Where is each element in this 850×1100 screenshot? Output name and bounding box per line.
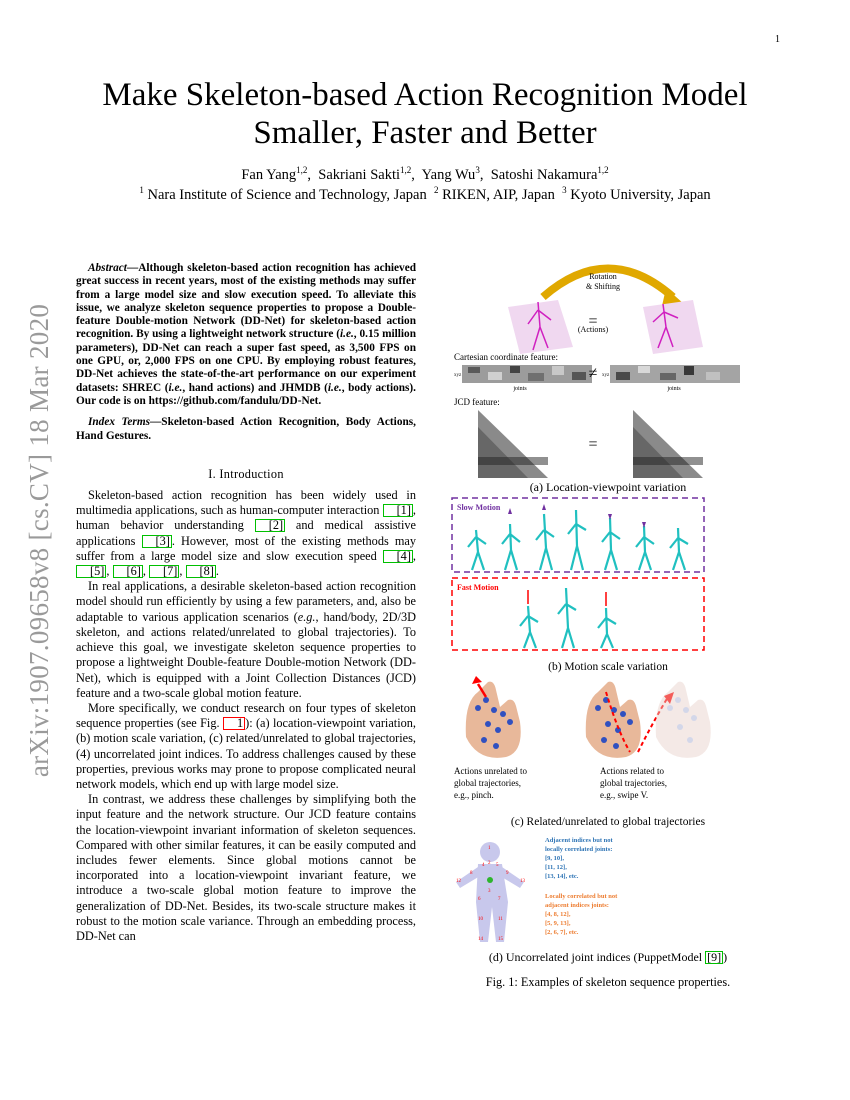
xyz-label: xyz: [454, 373, 462, 378]
figure-ref-link[interactable]: 1: [223, 717, 245, 730]
abstract-ie: i.e.: [339, 328, 354, 341]
feature-block: [552, 366, 564, 375]
joint-index: 12: [456, 879, 461, 884]
author-list: Fan Yang$^{1,2}$, Sakriani Sakti$^{1,2}$, Yang Wu$^3$, Satoshi Nakamura$^{1,2}$: [241, 165, 609, 183]
related-text: [600, 766, 667, 800]
para-end: .: [215, 564, 219, 579]
adjacent-item: [13, 14], etc.: [545, 873, 579, 880]
cartesian-label: Cartesian coordinate feature:: [454, 352, 558, 362]
caption-d-text: (d) Uncorrelated joint indices (PuppetModel: [488, 950, 706, 964]
citation-link[interactable]: [2]: [255, 519, 285, 532]
abstract: [76, 262, 416, 408]
adjacent-item: [11, 12],: [545, 864, 567, 871]
joint-index: 10: [478, 917, 483, 922]
para-text: Skeleton-based action recognition has been widely used in multimedia applications, such as human-computer interaction: [76, 488, 416, 518]
joint-index: 11: [498, 917, 503, 922]
related-line: e.g., swipe V.: [600, 790, 649, 800]
citation-link[interactable]: [7]: [149, 565, 179, 578]
related-line: Actions related to: [600, 766, 664, 776]
intro-paragraph-4: In contrast, we address these challenges by simplifying both the input feature and the network structure. Our JCD feature contains the location-viewpoint invariant information of skeleton sequences. Compared with other similar features, it can be easily computed and includes fewer elements. Since global motions cannot be incorporated into a location-viewpoint invariant feature, we introduce a two-scale global motion feature to improve the generalization of DD-Net. Besides, its two-scale structure makes it robust to the motion scale variance. Through an embedding process, DD-Net can: [76, 792, 416, 943]
puppet-model: [456, 842, 526, 942]
related-line: global trajectories,: [600, 778, 667, 788]
jcd-triangle-right: [633, 410, 703, 478]
caption-b: (b) Motion scale variation: [548, 661, 668, 673]
arxiv-stamp: [20, 300, 60, 780]
affil-sup: 2: [433, 185, 439, 195]
joint-index: 3: [488, 889, 491, 894]
para-text: More specifically, we conduct research on four types of skeleton sequence properties (see Fig.: [76, 700, 416, 731]
feature-block: [660, 373, 676, 380]
abstract-ie: i.e.: [327, 381, 342, 394]
caption-c: (c) Related/unrelated to global trajectories: [510, 816, 706, 828]
fast-motion-skeletons: [520, 588, 616, 648]
joints-label: joints: [513, 386, 527, 392]
intro-paragraph-1: [76, 488, 416, 579]
abstract-text: , hand actions) and JHMDB (: [182, 381, 328, 394]
rotation-label-2: & Shifting: [585, 282, 621, 291]
para-text: In real applications, a desirable skeleton-based action recognition model should run efficiently by using a few parameters, and, also be adaptable to various application scenarios (: [76, 579, 416, 624]
adjacent-indices-text: [545, 837, 614, 880]
feature-block: [572, 372, 586, 380]
intro-paragraph-3: [76, 701, 416, 792]
title-line-2: Smaller, Faster and Better: [253, 115, 597, 151]
local-item: [5, 9, 13],: [545, 920, 571, 927]
caption-d: [448, 950, 768, 965]
joints-label: joints: [667, 386, 681, 392]
arxiv-stamp-text: arXiv:1907.09658v8 [cs.CV] 18 Mar 2020: [24, 303, 55, 777]
para-sep: ,: [179, 564, 186, 579]
rotation-label-1: Rotation: [589, 272, 617, 281]
feature-block: [488, 372, 502, 380]
intro-paragraph-2: [76, 579, 416, 701]
joint-index: 7: [498, 897, 501, 902]
feature-block: [510, 366, 520, 373]
index-terms: [76, 416, 416, 443]
author-sup: 1,2: [400, 165, 412, 175]
abstract-text: , 0.15 million parameters), DD-Net can reach a super fast speed, as 3,500 FPS on one GPU, or, 2,000 FPS on one CPU. By employing robust features, DD-Net achieves the state-of-the-art performance on our experiment datasets: SHREC (: [76, 328, 416, 394]
jcd-label: JCD feature:: [454, 397, 500, 407]
citation-link[interactable]: [4]: [383, 550, 413, 563]
author-name: Satoshi Nakamura: [490, 166, 598, 183]
jcd-triangle-band: [478, 457, 548, 465]
joint-index: 14: [478, 937, 483, 942]
feature-block: [468, 367, 480, 373]
slow-motion-skeletons: [468, 510, 688, 570]
cartesian-strip-left: [454, 365, 592, 392]
para-text: and medical assistive applications: [76, 518, 416, 548]
paper-title: [60, 76, 790, 152]
figure-caption: Fig. 1: Examples of skeleton sequence properties.: [485, 975, 731, 989]
adjacent-title: locally correlated joints:: [545, 846, 613, 853]
adjacent-item: [9, 10],: [545, 855, 564, 862]
jcd-triangle-left: [478, 410, 548, 478]
local-item: [4, 8, 12],: [545, 911, 571, 918]
para-text: , hand/body, 2D/3D skeleton, and actions related/unrelated to global trajectories). To achieve this goal, we investigate skeleton sequence properties to propose a lightweight Double-feature Double-motion Network (DD-Net), which is equipped with a Joint Collection Distances (JCD) feature and a two-scale global motion feature.: [76, 609, 416, 700]
joint-index: 1: [488, 846, 491, 851]
affil-sup: 3: [562, 185, 567, 195]
caption-a: (a) Location-viewpoint variation: [529, 480, 687, 494]
actions-label: (Actions): [577, 325, 609, 334]
citation-link[interactable]: [8]: [186, 565, 216, 578]
unrelated-text: [454, 766, 527, 800]
local-indices-text: [545, 893, 618, 936]
para-text: ): (a) location-viewpoint variation, (b) motion scale variation, (c) related/unrelated to global trajectories, (4) uncorrelated joint indices. To address challenges caused by these properties, previous works may prone to propose complicated neural network models, which end up with large model size.: [76, 716, 416, 791]
author-name: Yang Wu: [421, 166, 476, 183]
affiliation: Nara Institute of Science and Technology, Japan: [147, 186, 427, 203]
local-title: Locally correlated but not: [545, 893, 618, 900]
para-text: . However, most of the existing methods may suffer from a large model size and slow execution speed: [76, 533, 416, 563]
author-sup: 1,2: [597, 165, 609, 175]
page-number: 1: [775, 34, 780, 45]
figure-canvas: [448, 252, 768, 1012]
abstract-label: Abstract: [88, 262, 127, 274]
figure-1: [448, 252, 768, 1012]
citation-link[interactable]: [3]: [142, 535, 172, 548]
xyz-label: xyz: [602, 373, 610, 378]
feature-block: [616, 372, 630, 380]
local-item: [2, 6, 7], etc.: [545, 929, 579, 936]
index-terms-label: Index Terms: [88, 416, 150, 429]
jcd-triangle-band: [633, 457, 703, 465]
fast-motion-label: Fast Motion: [457, 583, 499, 592]
joint-index: 13: [520, 879, 525, 884]
affiliation: Kyoto University, Japan: [570, 186, 711, 203]
unrelated-line: e.g., pinch.: [454, 790, 494, 800]
abstract-text: , body actions). Our code is on https://github.com/fandulu/DD-Net.: [76, 381, 416, 407]
local-title: adjacent indices joints:: [545, 902, 609, 909]
para-sep: ,: [412, 548, 416, 563]
joint-index: 9: [506, 871, 509, 876]
affil-sup: 1: [139, 185, 144, 195]
joint-index: 8: [470, 871, 473, 876]
joint-index: 6: [478, 897, 481, 902]
hand-pinch: [466, 676, 521, 758]
para-text: , human behavior understanding: [76, 503, 416, 533]
para-eg: e.g.: [297, 609, 316, 624]
caption-d-end: ): [723, 950, 728, 964]
feature-block: [528, 373, 544, 381]
citation-link[interactable]: [6]: [113, 565, 143, 578]
citation-link[interactable]: [1]: [383, 504, 413, 517]
cartesian-strip-right: [602, 365, 740, 392]
unrelated-line: Actions unrelated to: [454, 766, 527, 776]
slow-motion-label: Slow Motion: [457, 503, 501, 512]
left-column: [76, 262, 416, 944]
joint-index: 2: [488, 861, 491, 866]
index-terms-text: —Skeleton-based Action Recognition, Body Actions, Hand Gestures.: [76, 416, 416, 442]
equals-sign-top: =: [588, 313, 598, 330]
abstract-text: Although skeleton-based action recognition has achieved great success in recent years, most of the existing methods may suffer from a large model size and slow execution speed. To alleviate this issue, we analyze skeleton sequence properties to propose a Double-feature Double-motion Network (DD-Net) for skeleton-based action recognition. By using a lightweight network structure (: [76, 262, 416, 341]
author-name: Fan Yang: [241, 166, 297, 183]
joint-index: 4: [482, 863, 485, 868]
hand-swipe-ghost: [656, 682, 711, 758]
feature-block: [684, 366, 694, 375]
author-sup: 1,2: [296, 165, 308, 175]
citation-link[interactable]: [5]: [76, 565, 106, 578]
joint-index: 5: [496, 863, 499, 868]
adjacent-title: Adjacent indices but not: [545, 837, 613, 844]
not-equal-sign: ≠: [588, 365, 598, 382]
feature-block: [706, 372, 720, 380]
affiliation-list: [60, 181, 790, 204]
unrelated-line: global trajectories,: [454, 778, 521, 788]
author-name: Sakriani Sakti: [318, 166, 401, 183]
feature-block: [638, 366, 650, 373]
equals-sign-jcd: =: [588, 436, 598, 453]
abstract-ie: i.e.: [168, 381, 183, 394]
title-line-1: Make Skeleton-based Action Recognition Model: [102, 77, 748, 113]
joint-index: 15: [498, 937, 503, 942]
para-sep: ,: [142, 564, 149, 579]
abstract-dash: —: [126, 262, 139, 274]
author-sup: 3: [475, 165, 480, 175]
affiliation: RIKEN, AIP, Japan: [442, 186, 555, 203]
section-heading: I. Introduction: [208, 466, 284, 481]
para-sep: ,: [106, 564, 113, 579]
citation-link[interactable]: [9]: [707, 950, 722, 964]
